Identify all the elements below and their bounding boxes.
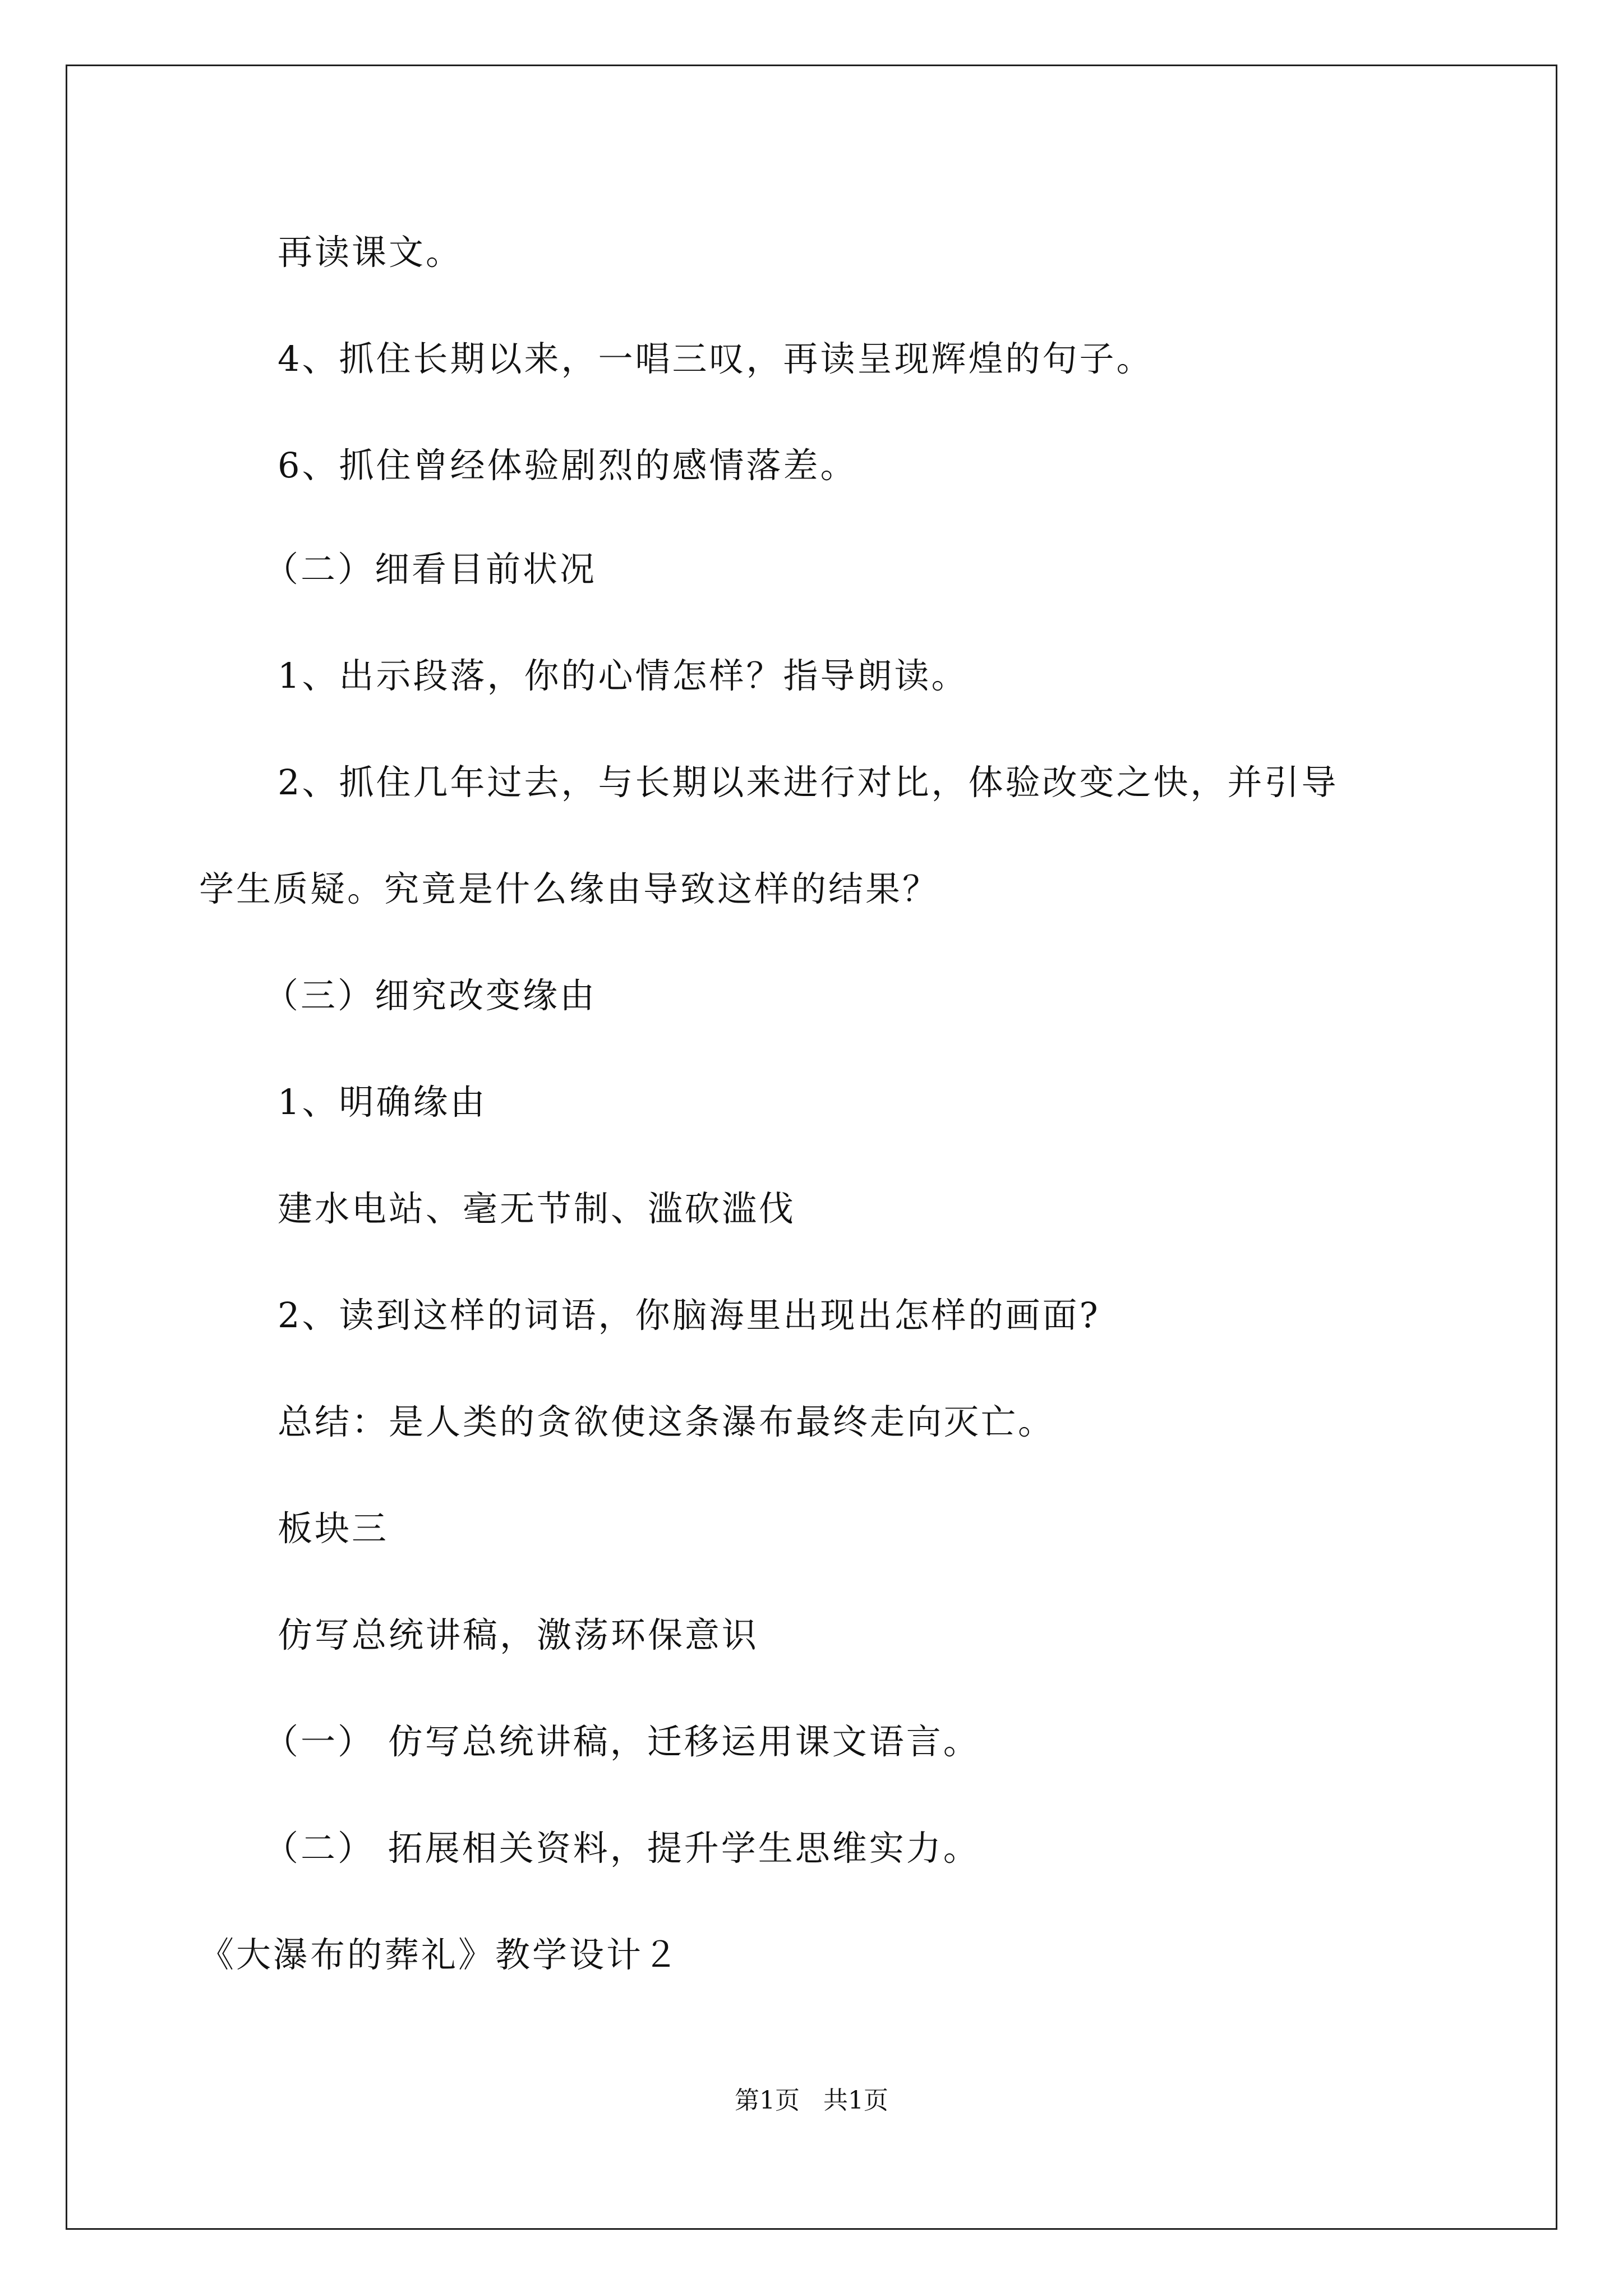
text-line: 再读课文。 [278,232,463,273]
page-footer: 第1页 共1页 [735,2086,888,2115]
text-line: 学生质疑。究竟是什么缘由导致这样的结果？ [199,868,940,909]
text-line: 1、出示段落，你的心情怎样？指导朗读。 [278,655,969,696]
text-line: 建水电站、毫无节制、滥砍滥伐 [278,1188,796,1229]
section-heading: （二）细看目前状况 [264,549,597,590]
page-border [66,65,1557,2230]
text-line: （二） 拓展相关资料，提升学生思维实力。 [264,1828,980,1869]
text-line: 4、抓住长期以来，一唱三叹，再读呈现辉煌的句子。 [278,338,1154,379]
text-line: 总结：是人类的贪欲使这条瀑布最终走向灭亡。 [278,1401,1055,1442]
text-line: 2、读到这样的词语，你脑海里出现出怎样的画面? [278,1295,1100,1336]
text-line: 2、抓住几年过去，与长期以来进行对比，体验改变之快，并引导 [278,762,1339,803]
section-heading: （三）细究改变缘由 [264,975,597,1016]
text-line: 1、明确缘由 [278,1082,487,1122]
document-title: 《大瀑布的葬礼》教学设计２ [199,1934,681,1975]
section-heading: 板块三 [278,1508,389,1549]
text-line: 仿写总统讲稿，激荡环保意识 [278,1614,759,1655]
text-line: 6、抓住曾经体验剧烈的感情落差。 [278,445,857,486]
text-line: （一） 仿写总统讲稿，迁移运用课文语言。 [264,1721,980,1762]
